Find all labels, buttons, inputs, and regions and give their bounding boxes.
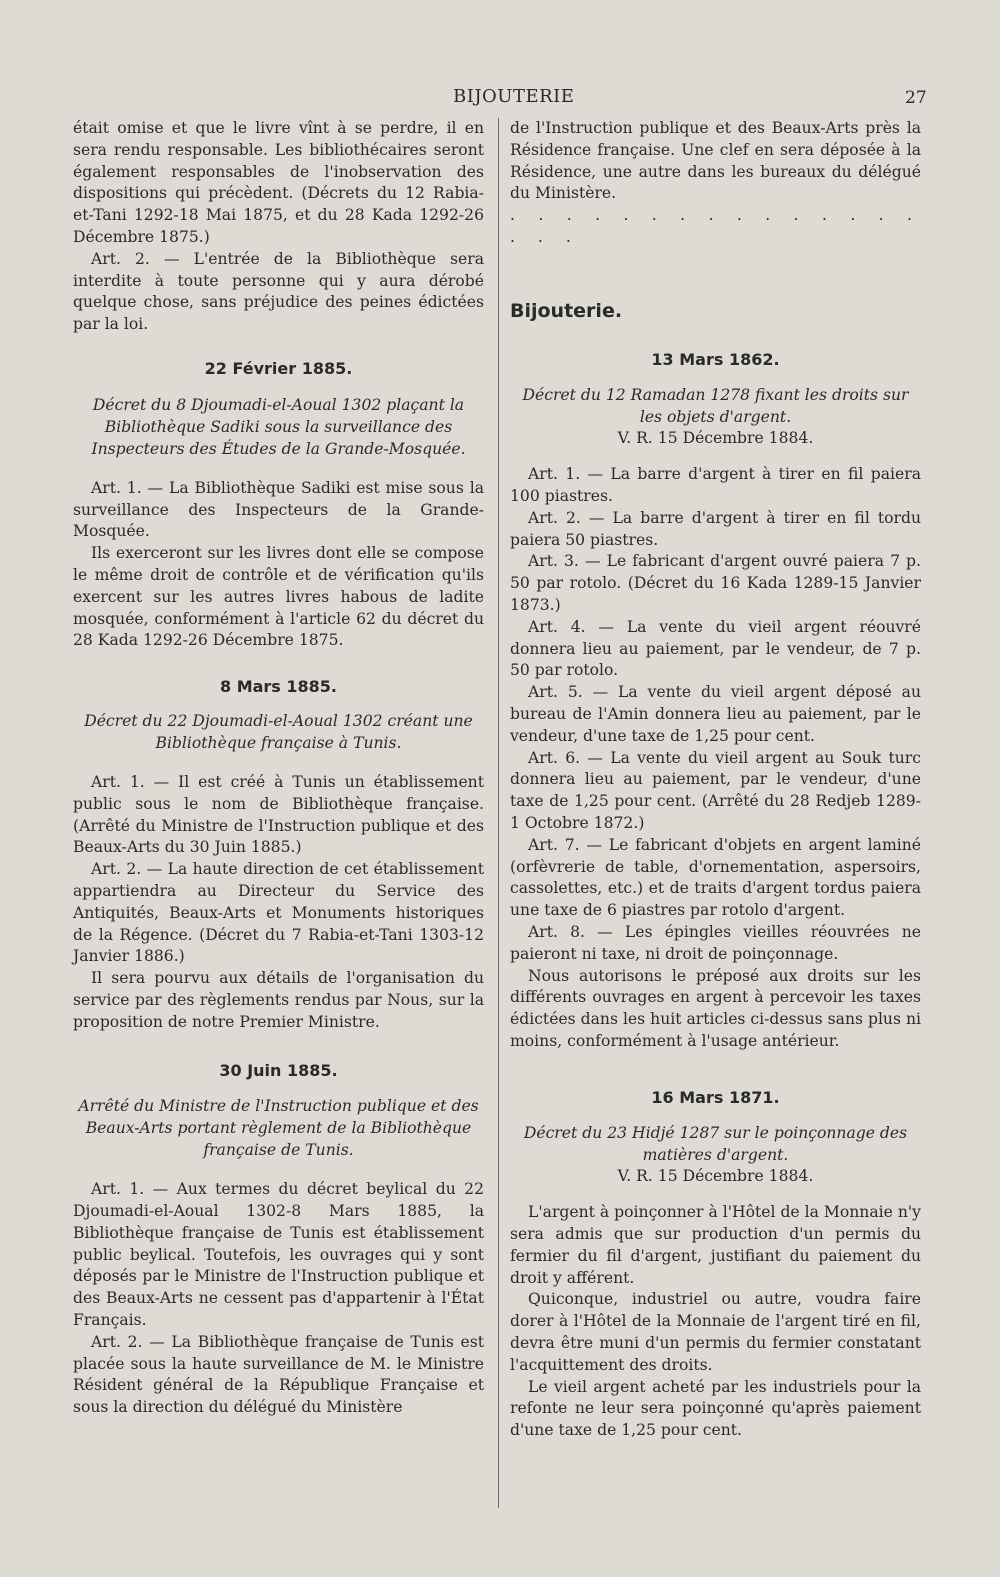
decree-title: Décret du 23 Hidjé 1287 sur le poinçonnage des matières d'argent. bbox=[523, 1124, 908, 1165]
paragraph: Ils exerceront sur les livres dont elle se compose le même droit de contrôle et de vérification qu'ils exercent sur les autres livres habous de ladite mosquée, conformément à l'article 62 du décret du 28 Kada 1292-26 Décembre 1875. bbox=[73, 544, 484, 650]
ellipsis-dots: . . . . . . . . . . . . . . . . . . bbox=[510, 206, 921, 246]
paragraph: Art. 3. — Le fabricant d'argent ouvré paiera 7 p. 50 par rotolo. (Décret du 16 Kada 1289-15 Janvier 1873.) bbox=[510, 552, 921, 614]
decree-date: 30 Juin 1885. bbox=[219, 1060, 338, 1080]
paragraph: Il sera pourvu aux détails de l'organisation du service par des règlements rendus par Nous, sur la proposition de notre Premier Ministre. bbox=[73, 969, 484, 1031]
decree-title: Décret du 22 Djoumadi-el-Aoual 1302 créant une Bibliothèque française à Tunis. bbox=[84, 711, 473, 752]
paragraph: Art. 2. — La barre d'argent à tirer en fil tordu paiera 50 piastres. bbox=[510, 508, 921, 549]
decree-title: Décret du 12 Ramadan 1278 fixant les droits sur les objets d'argent. bbox=[522, 386, 909, 427]
paragraph: était omise et que le livre vînt à se perdre, il en sera rendu responsable. Les bibliothécaires seront également responsables de l'inobservation des dispositions qui précèdent. (Décrets du 12 Rabia-et-Tani 1292-18 Mai 1875, et du 28 Kada 1292-26 Décembre 1875.) bbox=[73, 119, 484, 246]
decree-date: 8 Mars 1885. bbox=[219, 677, 337, 697]
paragraph: Art. 2. — La Bibliothèque française de Tunis est placée sous la haute surveillance de M. le Ministre Résident général de la République Française et sous la direction du délégué du Ministère bbox=[73, 1332, 484, 1417]
paragraph: Nous autorisons le préposé aux droits sur les différents ouvrages en argent à percevoir les taxes édictées dans les huit articles ci-dessus sans plus ni moins, conformément à l'usage antérieur. bbox=[510, 966, 921, 1050]
paragraph: de l'Instruction publique et des Beaux-Arts près la Résidence française. Une clef en sera déposée à la Résidence, une autre dans les bureaux du délégué du Ministère. bbox=[510, 119, 921, 203]
section-heading: Bijouterie. bbox=[510, 299, 623, 322]
decree-date: 16 Mars 1871. bbox=[651, 1087, 780, 1107]
paragraph: Art. 8. — Les épingles vieilles réouvrées ne paieront ni taxe, ni droit de poinçonnage. bbox=[510, 922, 921, 963]
decree-date: 13 Mars 1862. bbox=[651, 349, 780, 369]
column-divider bbox=[498, 118, 499, 1508]
paragraph: L'argent à poinçonner à l'Hôtel de la Monnaie n'y sera admis que sur production d'un permis du fermier du fil d'argent, justifiant du paiement du droit y afférent. bbox=[510, 1203, 921, 1287]
left-column bbox=[73, 118, 484, 1419]
visa-reference: V. R. 15 Décembre 1884. bbox=[617, 1167, 814, 1186]
paragraph: Art. 1. — La barre d'argent à tirer en fil paiera 100 piastres. bbox=[510, 465, 921, 505]
paragraph: Quiconque, industriel ou autre, voudra faire dorer à l'Hôtel de la Monnaie de l'argent tiré en fil, devra être muni d'un permis du fermier constatant l'acquittement des droits. bbox=[510, 1290, 921, 1374]
paragraph: Art. 7. — Le fabricant d'objets en argent laminé (orfèvrerie de table, d'ornementation, aspersoirs, cassolettes, etc.) et de traits d'argent tordus paiera une taxe de 6 piastres par rotolo d'argent. bbox=[510, 835, 921, 920]
paragraph: Art. 4. — La vente du vieil argent réouvré donnera lieu au paiement, par le vendeur, de 7 p. 50 par rotolo. bbox=[510, 617, 921, 680]
decree-date: 22 Février 1885. bbox=[204, 358, 353, 378]
paragraph: Art. 1. — Aux termes du décret beylical du 22 Djoumadi-el-Aoual 1302-8 Mars 1885, la Bibliothèque française de Tunis est établissement public beylical. Toutefois, les ouvrages qui y sont déposés par le Ministre de l'Instruction publique et des Beaux-Arts ne cessent pas d'appartenir à l'État Français. bbox=[73, 1180, 484, 1330]
paragraph: Art. 6. — La vente du vieil argent au Souk turc donnera lieu au paiement, par le vendeur, d'une taxe de 1,25 pour cent. (Arrêté du 28 Redjeb 1289-1 Octobre 1872.) bbox=[510, 748, 921, 832]
paragraph: Le vieil argent acheté par les industriels pour la refonte ne leur sera poinçonné qu'après paiement d'une taxe de 1,25 pour cent. bbox=[510, 1377, 921, 1440]
page-number: 27 bbox=[905, 88, 927, 108]
paragraph: Art. 2. — La haute direction de cet établissement appartiendra au Directeur du Service des Antiquités, Beaux-Arts et Monuments historiques de la Régence. (Décret du 7 Rabia-et-Tani 1303-12 Janvier 1886.) bbox=[73, 860, 484, 966]
decree-title: Arrêté du Ministre de l'Instruction publique et des Beaux-Arts portant règlement de la Bibliothèque française de Tunis. bbox=[78, 1097, 479, 1160]
paragraph: Art. 5. — La vente du vieil argent déposé au bureau de l'Amin donnera lieu au paiement, par le vendeur, d'une taxe de 1,25 pour cent. bbox=[510, 683, 921, 745]
decree-title: Décret du 8 Djoumadi-el-Aoual 1302 plaçant la Bibliothèque Sadiki sous la surveillance des Inspecteurs des Études de la Grande-Mosquée. bbox=[91, 395, 466, 458]
paragraph: Art. 1. — Il est créé à Tunis un établissement public sous le nom de Bibliothèque française. (Arrêté du Ministre de l'Instruction publique et des Beaux-Arts du 30 Juin 1885.) bbox=[73, 772, 484, 857]
paragraph: Art. 1. — La Bibliothèque Sadiki est mise sous la surveillance des Inspecteurs de la Grande-Mosquée. bbox=[73, 478, 484, 541]
running-head: BIJOUTERIE bbox=[453, 86, 575, 107]
visa-reference: V. R. 15 Décembre 1884. bbox=[617, 429, 814, 448]
paragraph: Art. 2. — L'entrée de la Bibliothèque sera interdite à toute personne qui y aura dérobé quelque chose, sans préjudice des peines édictées par la loi. bbox=[73, 249, 484, 334]
right-column bbox=[510, 118, 921, 1442]
